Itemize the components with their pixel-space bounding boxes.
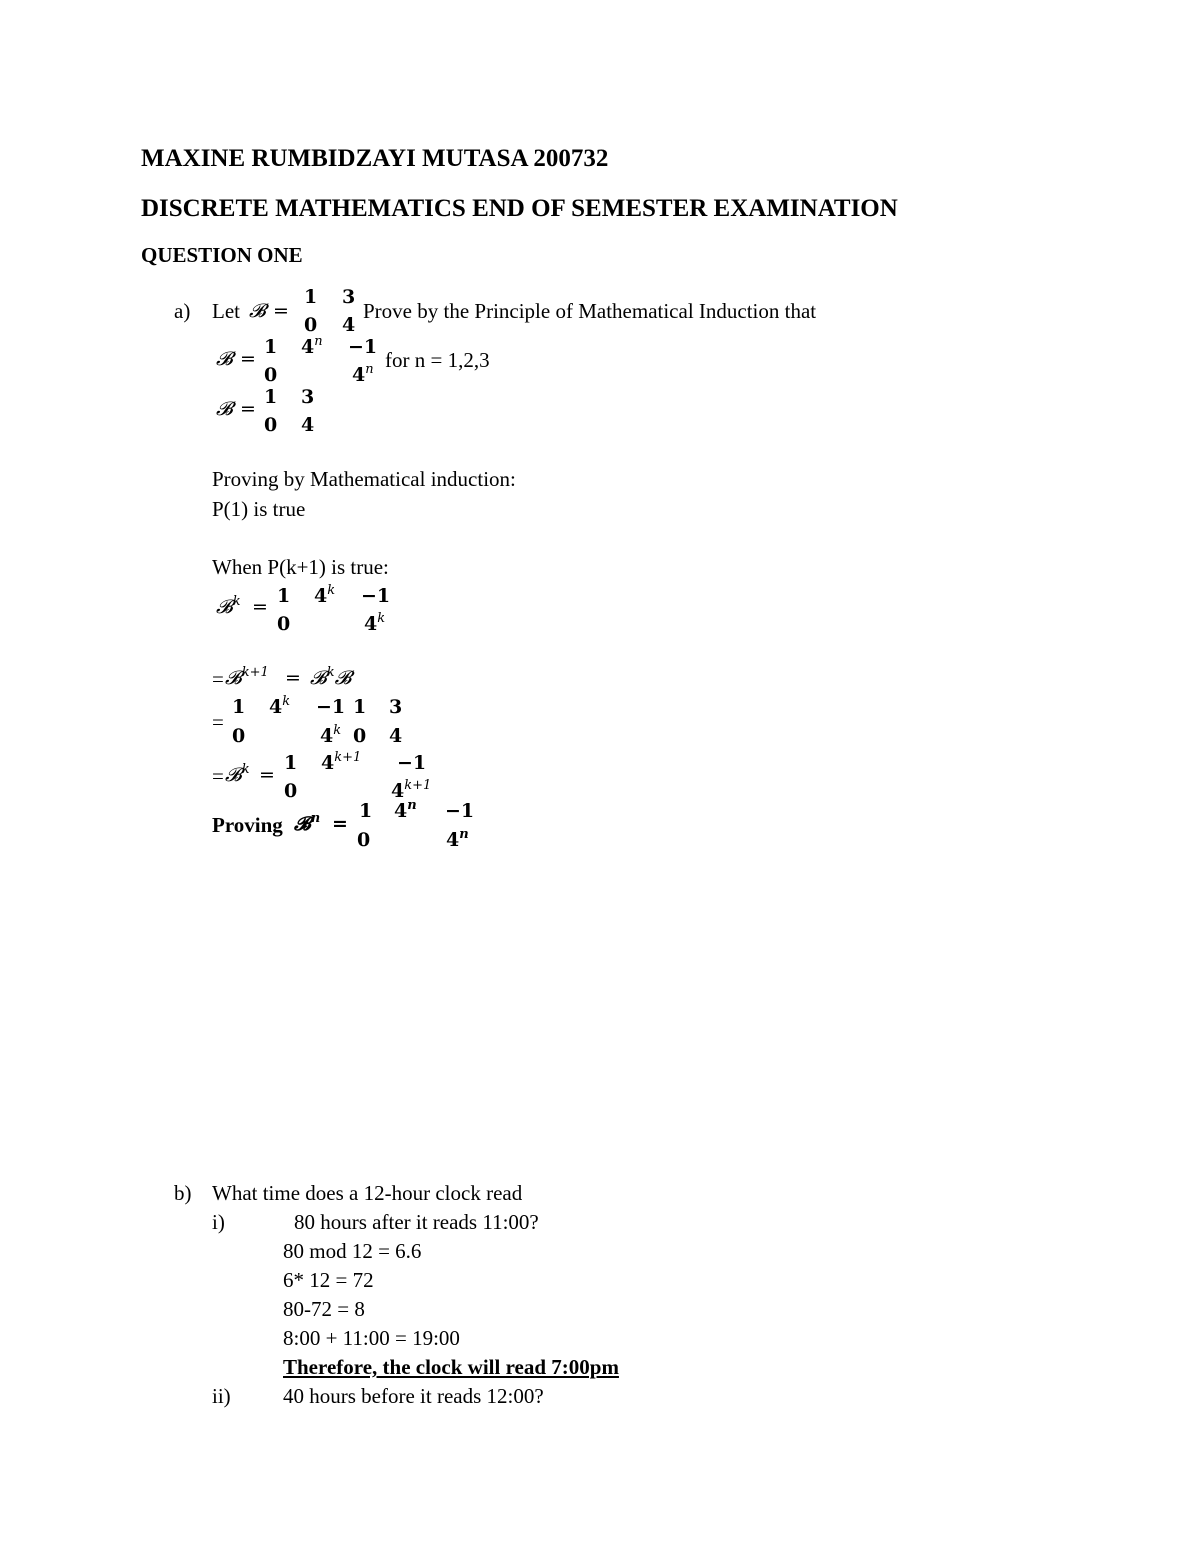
result-a11: 1 bbox=[284, 752, 298, 774]
product-left-a13: −1 bbox=[316, 696, 346, 718]
matrix-bk-a11: 1 bbox=[277, 585, 291, 607]
b-power-k: 𝓑$^k$ bbox=[225, 762, 250, 786]
calc-step-2: 6* 12 = 72 bbox=[283, 1268, 374, 1292]
final-a12: 4$^n$ bbox=[394, 798, 417, 822]
eq-prefix: = bbox=[212, 667, 224, 691]
product-right-a22: 4 bbox=[389, 725, 403, 747]
student-name-id: MAXINE RUMBIDZAYI MUTASA 200732 bbox=[141, 145, 609, 172]
matrix-b-a12: 3 bbox=[342, 286, 356, 308]
eq-prefix: = bbox=[212, 764, 224, 788]
b-power-k: 𝓑$^k$ bbox=[216, 594, 241, 618]
sub-i-question: 80 hours after it reads 11:00? bbox=[294, 1210, 539, 1234]
final-a13: −1 bbox=[445, 800, 475, 822]
prove-prompt: Prove by the Principle of Mathematical Induction that bbox=[363, 299, 817, 323]
product-left-a11: 1 bbox=[232, 696, 246, 718]
matrix-b2-a11: 1 bbox=[264, 386, 278, 408]
matrix-bk-a12: 4$^k$ bbox=[314, 583, 336, 607]
symbol-b: 𝓑 bbox=[216, 348, 233, 370]
calc-step-1: 80 mod 12 = 6.6 bbox=[283, 1239, 422, 1263]
matrix-bn-a11: 1 bbox=[264, 336, 278, 358]
equals-sign: = bbox=[240, 398, 256, 420]
result-a22: $4^{k+1}$ bbox=[391, 778, 432, 802]
final-a21: 0 bbox=[357, 829, 371, 851]
matrix-b2-a21: 0 bbox=[264, 414, 278, 436]
sub-ii-question: 40 hours before it reads 12:00? bbox=[283, 1384, 544, 1408]
symbol-b: 𝓑 bbox=[249, 300, 266, 322]
bk-times-b: 𝓑$^k$𝓑 bbox=[310, 665, 352, 689]
when-pk1-line: When P(k+1) is true: bbox=[212, 555, 389, 579]
matrix-bn-a12: 4$^n$ bbox=[301, 334, 323, 358]
matrix-b2-a12: 3 bbox=[301, 386, 315, 408]
b-power-n: 𝓑$^n$ bbox=[294, 811, 321, 835]
proving-bold-text: Proving bbox=[212, 813, 283, 837]
matrix-b-a22: 4 bbox=[342, 314, 356, 336]
product-right-a11: 1 bbox=[353, 696, 367, 718]
product-right-a12: 3 bbox=[389, 696, 403, 718]
equals-sign: = bbox=[332, 813, 348, 835]
final-a22: 4$^n$ bbox=[446, 827, 469, 851]
matrix-b2-a22: 4 bbox=[301, 414, 315, 436]
product-left-a22: 4$^k$ bbox=[320, 723, 342, 747]
sub-i-marker: i) bbox=[212, 1210, 225, 1234]
equals-sign: = bbox=[285, 667, 301, 689]
calc-step-4: 8:00 + 11:00 = 19:00 bbox=[283, 1326, 460, 1350]
result-a13: −1 bbox=[397, 752, 427, 774]
result-a12: $4^{k+1}$ bbox=[321, 750, 362, 774]
sub-ii-marker: ii) bbox=[212, 1384, 231, 1408]
result-a21: 0 bbox=[284, 780, 298, 802]
matrix-bk-a13: −1 bbox=[361, 585, 391, 607]
for-n-text: for n = 1,2,3 bbox=[385, 348, 490, 372]
matrix-b-a21: 0 bbox=[304, 314, 318, 336]
part-b-marker: b) bbox=[174, 1181, 192, 1205]
exam-title: DISCRETE MATHEMATICS END OF SEMESTER EXAMINATION bbox=[141, 195, 898, 222]
matrix-bk-a21: 0 bbox=[277, 613, 291, 635]
equals-sign: = bbox=[273, 300, 289, 322]
product-right-a21: 0 bbox=[353, 725, 367, 747]
equals-sign: = bbox=[252, 596, 268, 618]
matrix-bn-a22: 4$^n$ bbox=[352, 362, 374, 386]
let-text: Let bbox=[212, 299, 240, 323]
part-b-question: What time does a 12-hour clock read bbox=[212, 1181, 523, 1205]
question-heading: QUESTION ONE bbox=[141, 243, 303, 267]
proving-induction-line: Proving by Mathematical induction: bbox=[212, 467, 516, 491]
final-a11: 1 bbox=[359, 800, 373, 822]
equals-sign: = bbox=[240, 348, 256, 370]
symbol-b: 𝓑 bbox=[216, 398, 233, 420]
equals-sign: = bbox=[259, 764, 275, 786]
calc-step-3: 80-72 = 8 bbox=[283, 1297, 365, 1321]
conclusion: Therefore, the clock will read 7:00pm bbox=[283, 1355, 619, 1379]
matrix-bn-a21: 0 bbox=[264, 364, 278, 386]
p1-true-line: P(1) is true bbox=[212, 497, 306, 521]
product-left-a21: 0 bbox=[232, 725, 246, 747]
product-left-a12: 4$^k$ bbox=[269, 694, 291, 718]
b-power-k1: 𝓑$^{k+1}$ bbox=[225, 665, 269, 689]
matrix-bk-a22: 4$^k$ bbox=[364, 611, 386, 635]
eq-prefix: = bbox=[212, 710, 224, 734]
matrix-bn-a13: −1 bbox=[348, 336, 378, 358]
part-a-marker: a) bbox=[174, 299, 191, 323]
matrix-b-a11: 1 bbox=[304, 286, 318, 308]
